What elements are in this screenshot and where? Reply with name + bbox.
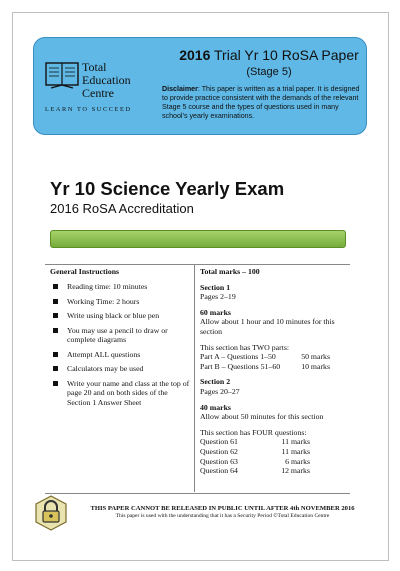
decorative-bar	[50, 230, 346, 248]
exam-title: Yr 10 Science Yearly Exam	[50, 178, 285, 199]
question-row	[200, 447, 348, 457]
instruction-item	[50, 311, 190, 321]
question-marks: 11 marks	[281, 437, 310, 447]
marks-summary	[200, 267, 348, 476]
section1-marks: 60 marks	[200, 307, 231, 317]
instruction-text: Attempt ALL questions	[67, 349, 141, 359]
brand-line-1: Total	[82, 60, 107, 74]
trial-title	[174, 47, 364, 63]
exam-subtitle: 2016 RoSA Accreditation	[50, 201, 194, 216]
disclaimer-label: Disclaimer	[162, 85, 198, 93]
bullet-icon	[53, 299, 58, 304]
section2-intro: This section has FOUR questions:	[200, 427, 307, 437]
section1-title: Section 1	[200, 282, 231, 292]
bullet-icon	[53, 366, 58, 371]
instructions-heading: General Instructions	[50, 267, 120, 276]
part-label: Part B – Questions 51–60	[200, 361, 281, 371]
trial-title-text: Trial Yr 10 RoSA Paper	[210, 47, 359, 63]
question-row	[200, 457, 348, 467]
part-label: Part A – Questions 1–50	[200, 352, 276, 362]
instruction-item	[50, 379, 190, 408]
instruction-text: Write using black or blue pen	[67, 311, 160, 320]
instructions	[50, 267, 190, 412]
part-row	[200, 352, 348, 362]
brand-line-2: Education	[82, 73, 131, 87]
total-marks: Total marks – 100	[200, 267, 260, 276]
release-notice: THIS PAPER CANNOT BE RELEASED IN PUBLIC UNTIL AFTER 4th NOVEMBER 2016	[90, 505, 355, 512]
section1-time: Allow about 1 hour and 10 minutes for this section	[200, 317, 335, 336]
part-marks: 50 marks	[301, 352, 330, 362]
instruction-item	[50, 364, 190, 374]
instruction-item	[50, 326, 190, 345]
bullet-icon	[53, 284, 58, 289]
section2-title: Section 2	[200, 377, 231, 387]
instruction-text: Write your name and class at the top of page 20 and on both sides of the Section 1 Answer Sheet	[67, 378, 190, 407]
instruction-item	[50, 282, 190, 292]
stage-label: (Stage 5)	[246, 66, 292, 78]
question-marks: 12 marks	[281, 466, 310, 476]
part-row	[200, 362, 348, 372]
tagline: LEARN TO SUCCEED	[45, 106, 132, 113]
question-marks: 6 marks	[285, 456, 310, 466]
section1-pages: Pages 2–19	[200, 292, 236, 302]
question-label: Question 62	[200, 446, 238, 456]
trial-year: 2016	[179, 47, 211, 63]
brand-line-3: Centre	[82, 86, 114, 100]
question-marks: 11 marks	[281, 446, 310, 456]
column-divider	[194, 264, 195, 492]
part-marks: 10 marks	[301, 361, 330, 371]
question-row	[200, 466, 348, 476]
question-row	[200, 437, 348, 447]
instruction-text: You may use a pencil to draw or complete diagrams	[67, 325, 168, 344]
disclaimer-text: : This paper is written as a trial paper. It is designed to provide practice consistent with the demands of the relevant Stage 5 course and the types of questions used in many school’s yearly examinations.	[162, 85, 360, 120]
logo	[42, 58, 158, 128]
section2-time: Allow about 50 minutes for this section	[200, 412, 324, 422]
instruction-text: Calculators may be used	[67, 364, 144, 373]
disclaimer	[162, 85, 362, 121]
question-label: Question 64	[200, 466, 238, 476]
open-book-icon	[45, 61, 79, 89]
bullet-icon	[53, 352, 58, 357]
section2-marks: 40 marks	[200, 402, 231, 412]
instruction-item	[50, 297, 190, 307]
section1-parts-intro: This section has TWO parts:	[200, 342, 290, 352]
bullet-icon	[53, 313, 58, 318]
instruction-item	[50, 350, 190, 360]
bullet-icon	[53, 381, 58, 386]
security-notice: This paper is used with the understanding that it has a Security Period ©Total Education Centre	[115, 513, 330, 519]
section2-pages: Pages 20–27	[200, 386, 240, 396]
padlock-icon	[33, 495, 69, 531]
question-label: Question 61	[200, 437, 238, 447]
instruction-text: Reading time: 10 minutes	[67, 282, 148, 291]
header-box	[33, 37, 367, 135]
question-label: Question 63	[200, 456, 238, 466]
instruction-text: Working Time: 2 hours	[67, 296, 140, 306]
bullet-icon	[53, 328, 58, 333]
